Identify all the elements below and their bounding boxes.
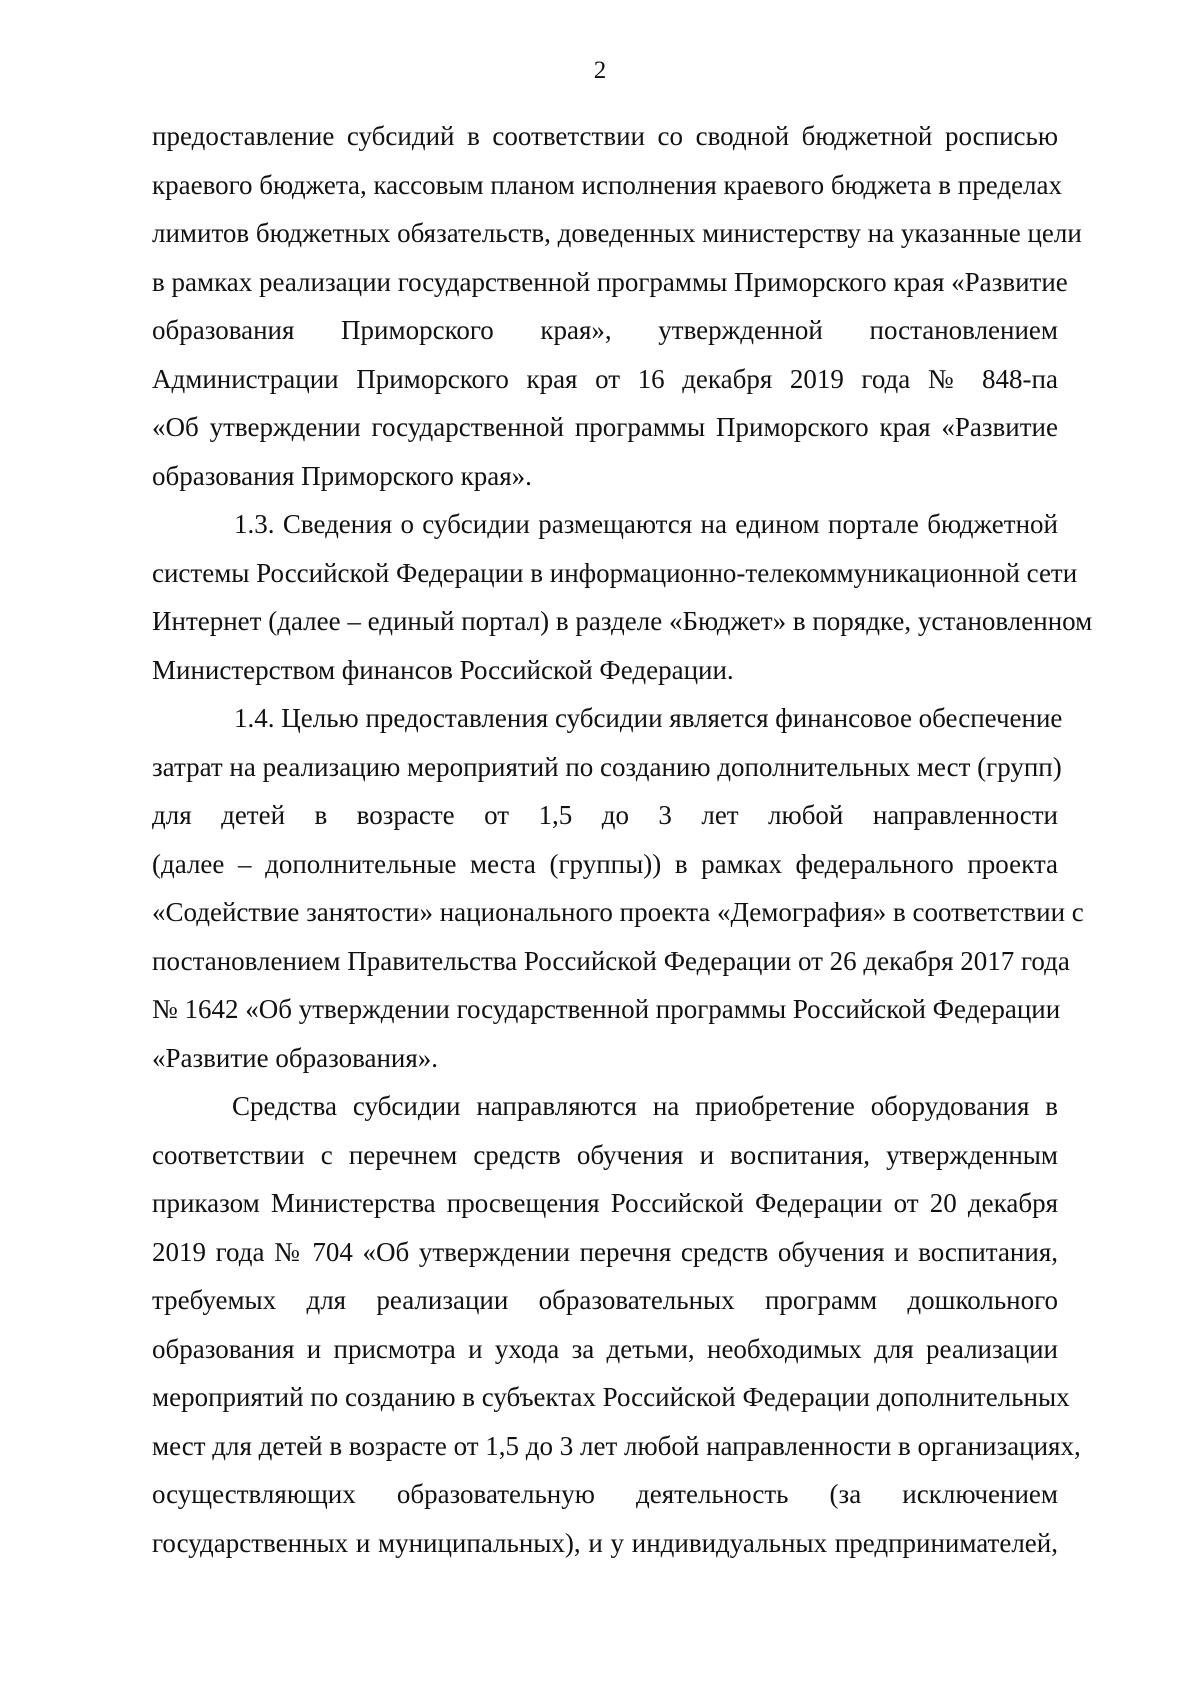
text-line: Администрации Приморского края от 16 декабря 2019 года № 848-па: [152, 363, 1058, 394]
text-line: системы Российской Федерации в информационно-телекоммуникационной сети: [152, 557, 1078, 588]
text-line: требуемых для реализации образовательных программ дошкольного: [152, 1285, 1058, 1315]
text-line: (далее – дополнительные места (группы)) в рамках федерального проекта: [152, 848, 1058, 879]
text-line: № 1642 «Об утверждении государственной программы Российской Федерации: [152, 994, 1061, 1024]
text-line: предоставление субсидий в соответствии со сводной бюджетной росписью: [152, 121, 1058, 151]
paragraph-subsidy-provision: [152, 112, 1082, 500]
text-line: затрат на реализацию мероприятий по созданию дополнительных мест (групп): [152, 751, 1062, 782]
text-line: приказом Министерства просвещения Российской Федерации от 20 декабря: [152, 1188, 1058, 1218]
text-line: краевого бюджета, кассовым планом исполнения краевого бюджета в пределах: [152, 169, 1063, 200]
text-line: Интернет (далее – единый портал) в разделе «Бюджет» в порядке, установленном: [152, 606, 1093, 636]
text-line: мероприятий по созданию в субъектах Российской Федерации дополнительных: [152, 1382, 1070, 1412]
text-line: в рамках реализации государственной программы Приморского края «Развитие: [152, 266, 1068, 297]
text-line: Министерством финансов Российской Федерации.: [152, 654, 734, 685]
text-line: 1.4. Целью предоставления субсидии является финансовое обеспечение: [234, 703, 1063, 733]
document-body: [152, 112, 1093, 1567]
text-line: мест для детей в возрасте от 1,5 до 3 лет любой направленности в организациях,: [152, 1430, 1081, 1461]
text-line: 1.3. Сведения о субсидии размещаются на едином портале бюджетной: [234, 509, 1058, 539]
text-line: постановлением Правительства Российской Федерации от 26 декабря 2017 года: [152, 945, 1070, 976]
text-line: соответствии с перечнем средств обучения и воспитания, утвержденным: [152, 1139, 1058, 1170]
text-line: образования Приморского края».: [152, 460, 532, 491]
text-line: «Об утверждении государственной программы Приморского края «Развитие: [152, 412, 1058, 442]
text-line: Средства субсидии направляются на приобретение оборудования в: [232, 1091, 1058, 1121]
text-line: осуществляющих образовательную деятельность (за исключением: [152, 1479, 1058, 1509]
text-line: лимитов бюджетных обязательств, доведенных министерству на указанные цели: [152, 218, 1082, 248]
text-line: государственных и муниципальных), и у индивидуальных предпринимателей,: [152, 1527, 1058, 1558]
text-line: образования и присмотра и ухода за детьми, необходимых для реализации: [152, 1333, 1058, 1364]
paragraph-1-3: [152, 500, 1093, 694]
text-line: 2019 года № 704 «Об утверждении перечня средств обучения и воспитания,: [152, 1236, 1058, 1267]
text-line: «Содействие занятости» национального проекта «Демография» в соответствии с: [152, 897, 1084, 927]
text-line: для детей в возрасте от 1,5 до 3 лет любой направленности: [152, 800, 1058, 830]
paragraph-1-4: [152, 694, 1084, 1082]
page-number: 2: [593, 57, 607, 84]
paragraph-subsidy-funds: [152, 1082, 1081, 1567]
text-line: «Развитие образования».: [152, 1042, 439, 1073]
text-line: образования Приморского края», утвержденной постановлением: [152, 315, 1058, 345]
